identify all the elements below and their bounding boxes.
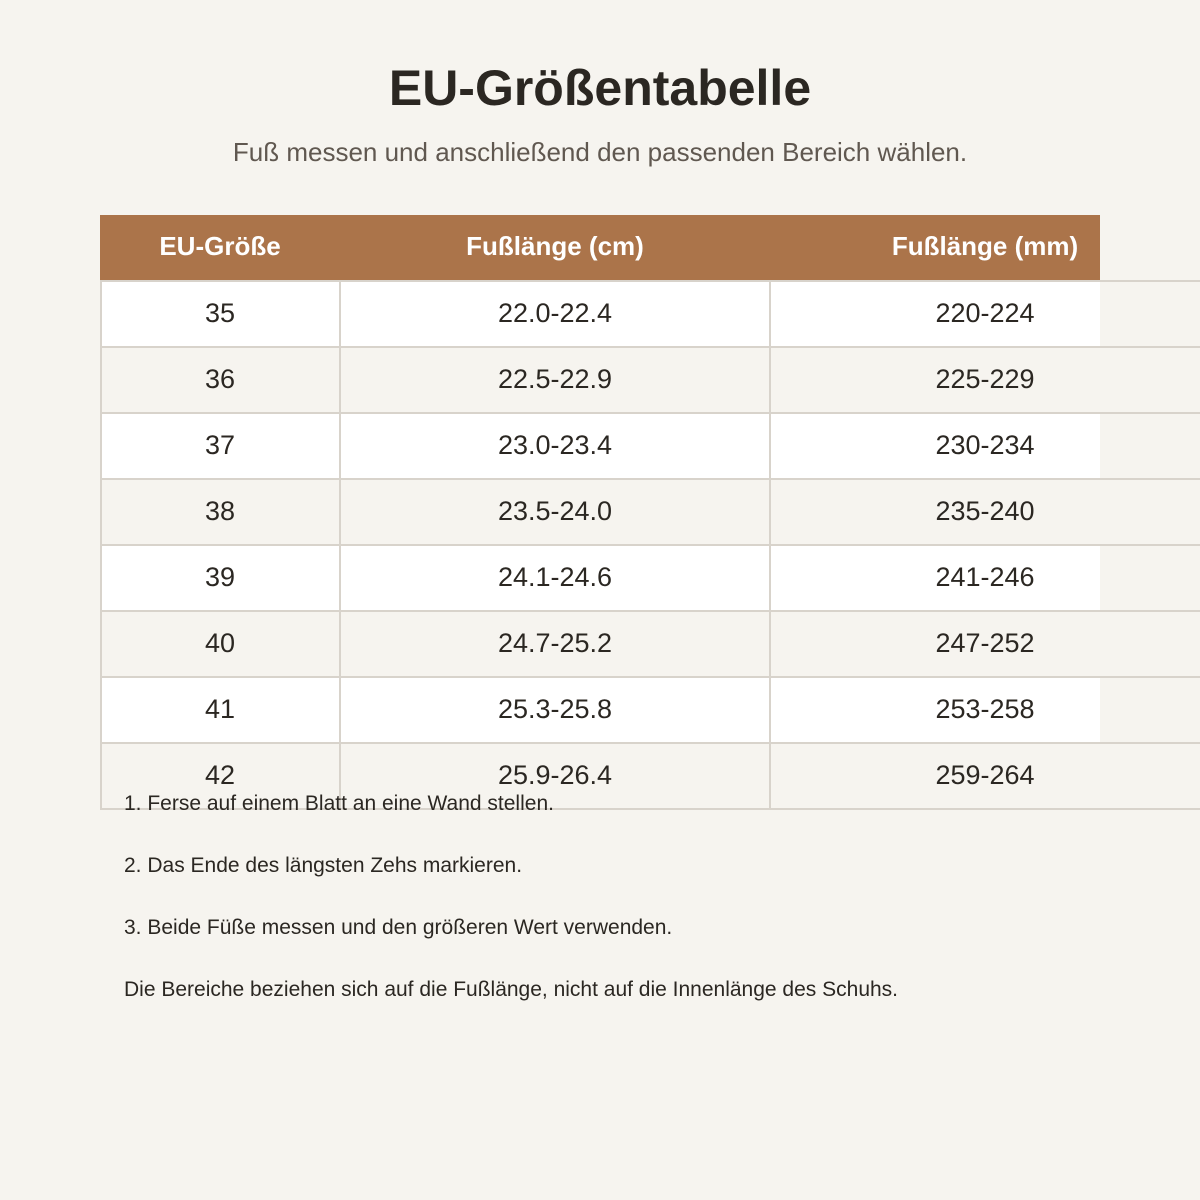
cell-length-cm: 23.0-23.4 bbox=[497, 430, 613, 460]
range-disclaimer-note: Die Bereiche beziehen sich auf die Fußlänge, nicht auf die Innenlänge des Schuhs. bbox=[124, 978, 899, 1001]
cell-length-cm: 24.7-25.2 bbox=[497, 628, 613, 658]
table-row bbox=[100, 610, 1200, 676]
row-divider bbox=[100, 412, 1200, 414]
table-row bbox=[100, 478, 1200, 544]
instruction-note: 2. Das Ende des längsten Zehs markieren. bbox=[124, 854, 523, 877]
cell-eu-size: 38 bbox=[204, 496, 236, 526]
header-eu-size: EU-Größe bbox=[159, 231, 281, 261]
cell-eu-size: 36 bbox=[204, 364, 236, 394]
cell-length-mm: 225-229 bbox=[935, 364, 1035, 394]
cell-eu-size: 37 bbox=[204, 430, 236, 460]
cell-length-mm: 253-258 bbox=[935, 694, 1035, 724]
page-title: EU-Größentabelle bbox=[388, 60, 812, 116]
size-table-body bbox=[100, 280, 1200, 808]
cell-eu-size: 42 bbox=[204, 760, 236, 790]
cell-eu-size: 41 bbox=[204, 694, 236, 724]
header-foot-length-mm: Fußlänge (mm) bbox=[891, 231, 1079, 261]
cell-length-mm: 241-246 bbox=[935, 562, 1035, 592]
row-divider bbox=[100, 610, 1200, 612]
row-divider bbox=[100, 544, 1200, 546]
row-divider bbox=[100, 346, 1200, 348]
cell-length-cm: 23.5-24.0 bbox=[497, 496, 613, 526]
cell-length-mm: 247-252 bbox=[935, 628, 1035, 658]
column-divider bbox=[339, 280, 341, 810]
instruction-note: 3. Beide Füße messen und den größeren Wert verwenden. bbox=[124, 916, 673, 939]
cell-eu-size: 35 bbox=[204, 298, 236, 328]
column-divider bbox=[769, 280, 771, 810]
cell-length-mm: 230-234 bbox=[935, 430, 1035, 460]
cell-length-cm: 22.0-22.4 bbox=[497, 298, 613, 328]
header-foot-length-cm: Fußlänge (cm) bbox=[466, 231, 644, 261]
cell-length-cm: 22.5-22.9 bbox=[497, 364, 613, 394]
row-divider bbox=[100, 280, 1200, 282]
cell-length-mm: 235-240 bbox=[935, 496, 1035, 526]
cell-length-mm: 259-264 bbox=[935, 760, 1035, 790]
cell-eu-size: 40 bbox=[204, 628, 236, 658]
table-row bbox=[100, 346, 1200, 412]
cell-length-cm: 25.3-25.8 bbox=[497, 694, 613, 724]
cell-length-cm: 25.9-26.4 bbox=[497, 760, 613, 790]
cell-length-mm: 220-224 bbox=[935, 298, 1035, 328]
column-divider bbox=[100, 280, 102, 810]
page-subtitle: Fuß messen und anschließend den passenden Bereich wählen. bbox=[232, 137, 968, 167]
table-row bbox=[100, 412, 1200, 478]
row-divider bbox=[100, 478, 1200, 480]
table-header bbox=[100, 215, 1100, 280]
cell-eu-size: 39 bbox=[204, 562, 236, 592]
instruction-note: 1. Ferse auf einem Blatt an eine Wand stellen. bbox=[124, 792, 554, 815]
table-row bbox=[100, 676, 1200, 742]
table-row bbox=[100, 280, 1200, 346]
table-row bbox=[100, 544, 1200, 610]
row-divider bbox=[100, 742, 1200, 744]
row-divider bbox=[100, 676, 1200, 678]
cell-length-cm: 24.1-24.6 bbox=[497, 562, 613, 592]
